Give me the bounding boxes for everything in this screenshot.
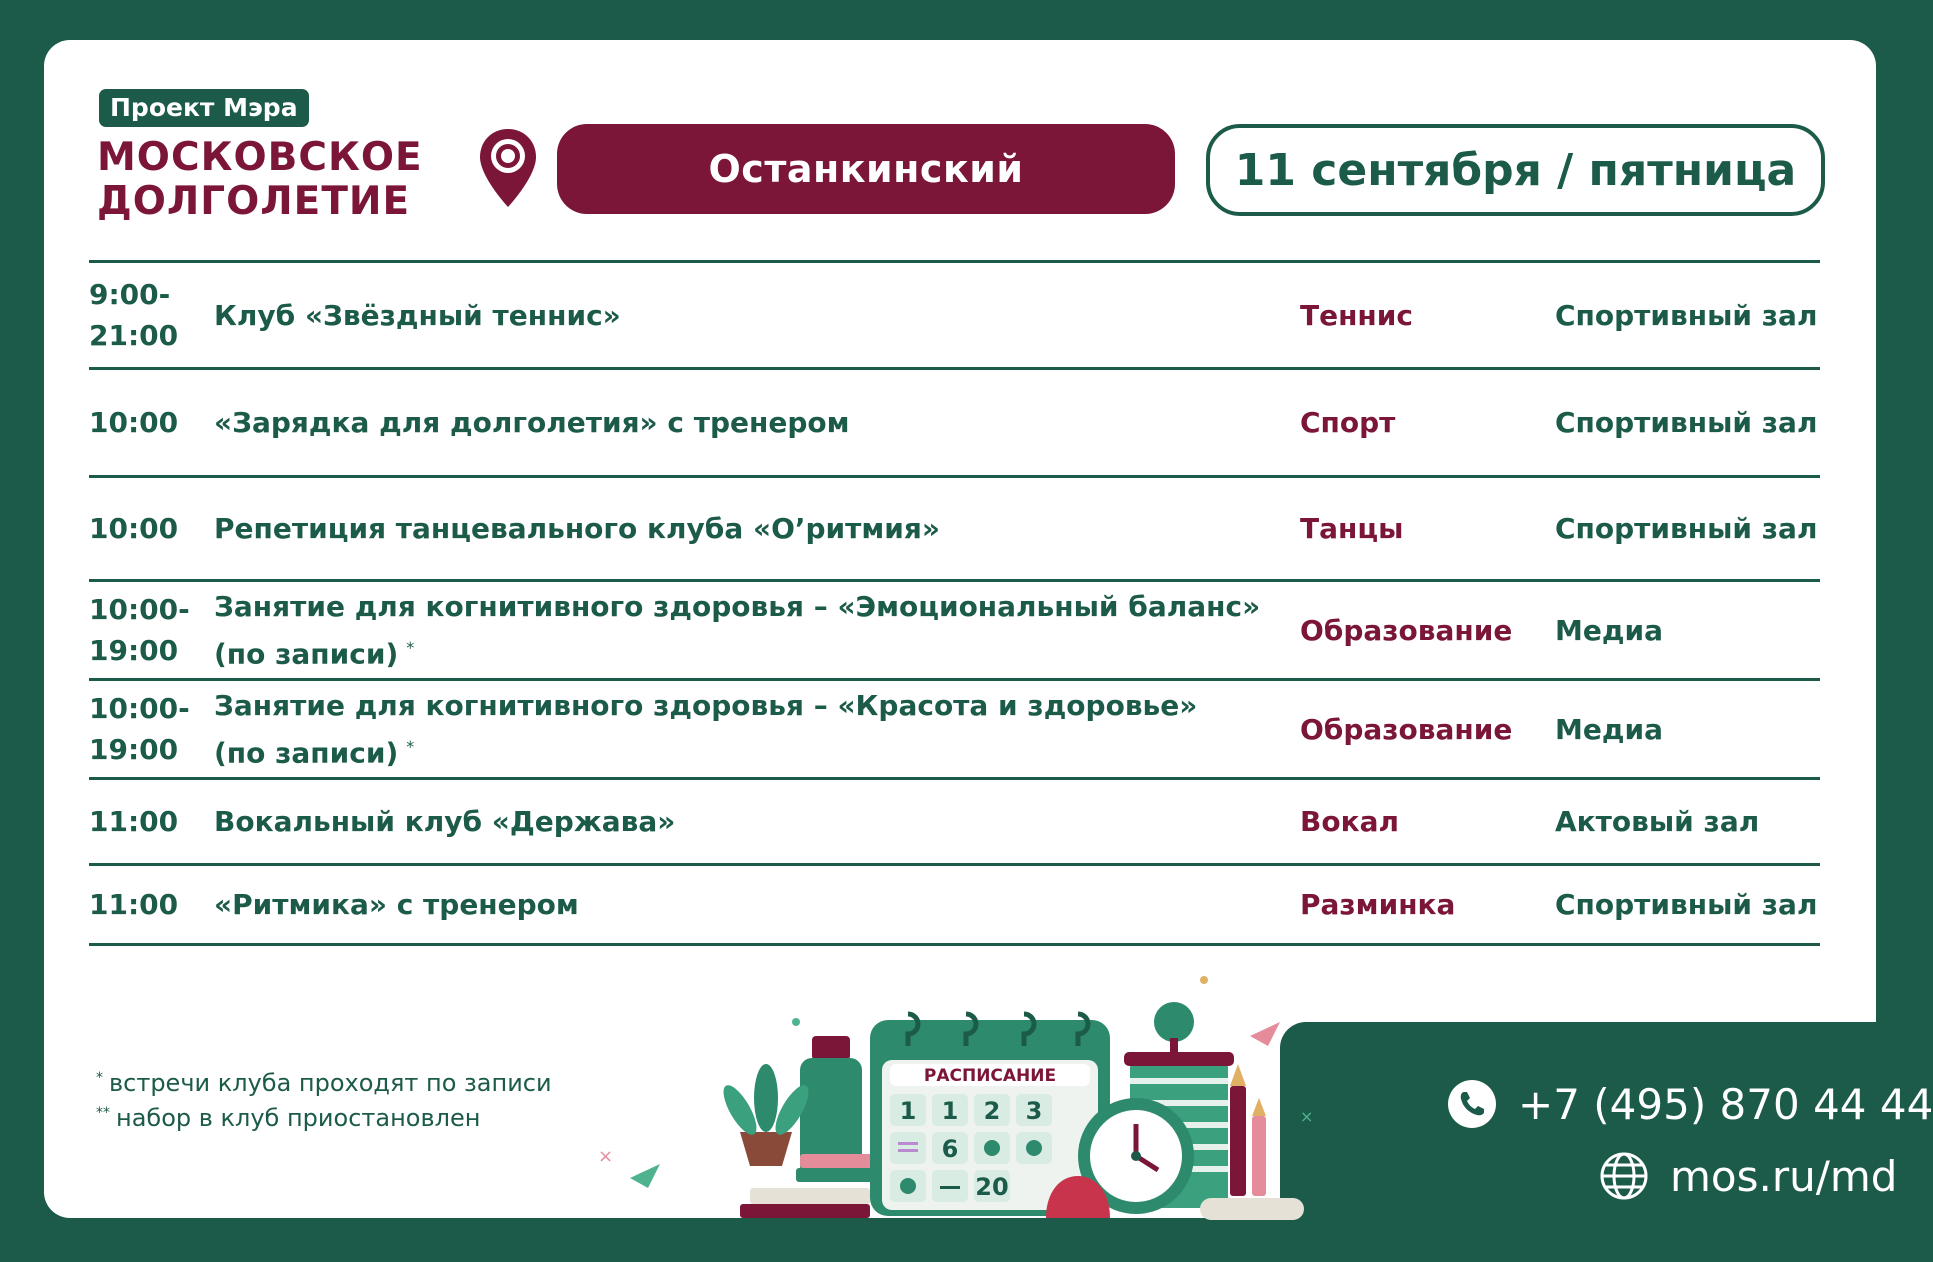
table-row bbox=[89, 370, 1820, 478]
event-category: Теннис bbox=[1300, 298, 1413, 332]
calendar-cell: 20 bbox=[975, 1173, 1009, 1201]
event-category: Вокал bbox=[1300, 805, 1399, 838]
calendar-title: РАСПИСАНИЕ bbox=[923, 1066, 1057, 1086]
contacts-panel bbox=[1280, 1022, 1920, 1258]
event-title: «Ритмика» с тренером bbox=[214, 888, 579, 921]
site-link[interactable] bbox=[1598, 1150, 1897, 1202]
event-place: Медиа bbox=[1555, 613, 1663, 647]
event-title: Занятие для когнитивного здоровья – «Красота и здоровье» (по записи) * bbox=[214, 688, 1198, 770]
calendar-cell: 1 bbox=[899, 1097, 917, 1125]
event-category: Танцы bbox=[1300, 512, 1404, 545]
table-row bbox=[89, 866, 1820, 946]
date-label: 11 сентября / пятница bbox=[1206, 124, 1825, 216]
event-time: 10:00- 19:00 bbox=[89, 593, 190, 667]
brand-line-2: ДОЛГОЛЕТИЕ bbox=[97, 179, 411, 224]
event-category: Образование bbox=[1300, 613, 1513, 647]
brand-line-1: МОСКОВСКОЕ bbox=[97, 135, 423, 180]
event-time: 9:00- 21:00 bbox=[89, 278, 179, 352]
table-row bbox=[89, 780, 1820, 866]
site-url: mos.ru/md bbox=[1670, 1151, 1898, 1201]
footnote-mark: * bbox=[406, 637, 415, 657]
location-pin-icon bbox=[478, 127, 538, 209]
footnote-1: * встречи клуба проходят по записи bbox=[96, 1069, 552, 1097]
event-time: 11:00 bbox=[89, 805, 179, 838]
event-place: Актовый зал bbox=[1555, 805, 1760, 838]
event-time: 10:00 bbox=[89, 512, 179, 545]
phone-icon bbox=[1446, 1078, 1498, 1130]
district-label: Останкинский bbox=[557, 124, 1175, 214]
event-place: Спортивный зал bbox=[1555, 406, 1818, 439]
event-category: Спорт bbox=[1300, 406, 1396, 439]
calendar-cell: 1 bbox=[941, 1097, 959, 1125]
event-title: «Зарядка для долголетия» с тренером bbox=[214, 406, 850, 439]
event-place: Спортивный зал bbox=[1555, 888, 1818, 921]
calendar-cell: 2 bbox=[983, 1097, 1001, 1125]
event-place: Спортивный зал bbox=[1555, 512, 1818, 545]
table-row bbox=[89, 582, 1820, 681]
event-place: Медиа bbox=[1555, 712, 1663, 746]
event-time: 10:00 bbox=[89, 406, 179, 439]
svg-text:×: × bbox=[598, 1146, 614, 1167]
event-title: Занятие для когнитивного здоровья – «Эмоциональный баланс» (по записи) * bbox=[214, 589, 1261, 671]
footnote-mark: * bbox=[406, 736, 415, 756]
table-row bbox=[89, 263, 1820, 370]
event-place: Спортивный зал bbox=[1555, 298, 1818, 332]
event-category: Разминка bbox=[1300, 888, 1456, 921]
phone-contact[interactable] bbox=[1446, 1078, 1933, 1130]
calendar-cell: 3 bbox=[1025, 1097, 1043, 1125]
event-category: Образование bbox=[1300, 712, 1513, 746]
globe-icon bbox=[1598, 1150, 1650, 1202]
event-time: 10:00- 19:00 bbox=[89, 692, 190, 766]
brand-logo bbox=[97, 136, 423, 224]
table-row bbox=[89, 478, 1820, 582]
phone-number: +7 (495) 870 44 44 bbox=[1518, 1079, 1933, 1129]
footnote-2: ** набор в клуб приостановлен bbox=[96, 1104, 481, 1132]
schedule-table bbox=[89, 260, 1820, 946]
event-title: Вокальный клуб «Держава» bbox=[214, 805, 676, 838]
svg-text:×: × bbox=[1300, 1107, 1314, 1126]
event-title: Репетиция танцевального клуба «О’ритмия» bbox=[214, 512, 940, 545]
table-row bbox=[89, 681, 1820, 780]
event-title: Клуб «Звёздный теннис» bbox=[214, 298, 621, 332]
schedule-illustration bbox=[590, 966, 1314, 1226]
calendar-cell: 6 bbox=[941, 1135, 959, 1163]
event-time: 11:00 bbox=[89, 888, 179, 921]
mayor-project-badge: Проект Мэра bbox=[99, 89, 309, 127]
